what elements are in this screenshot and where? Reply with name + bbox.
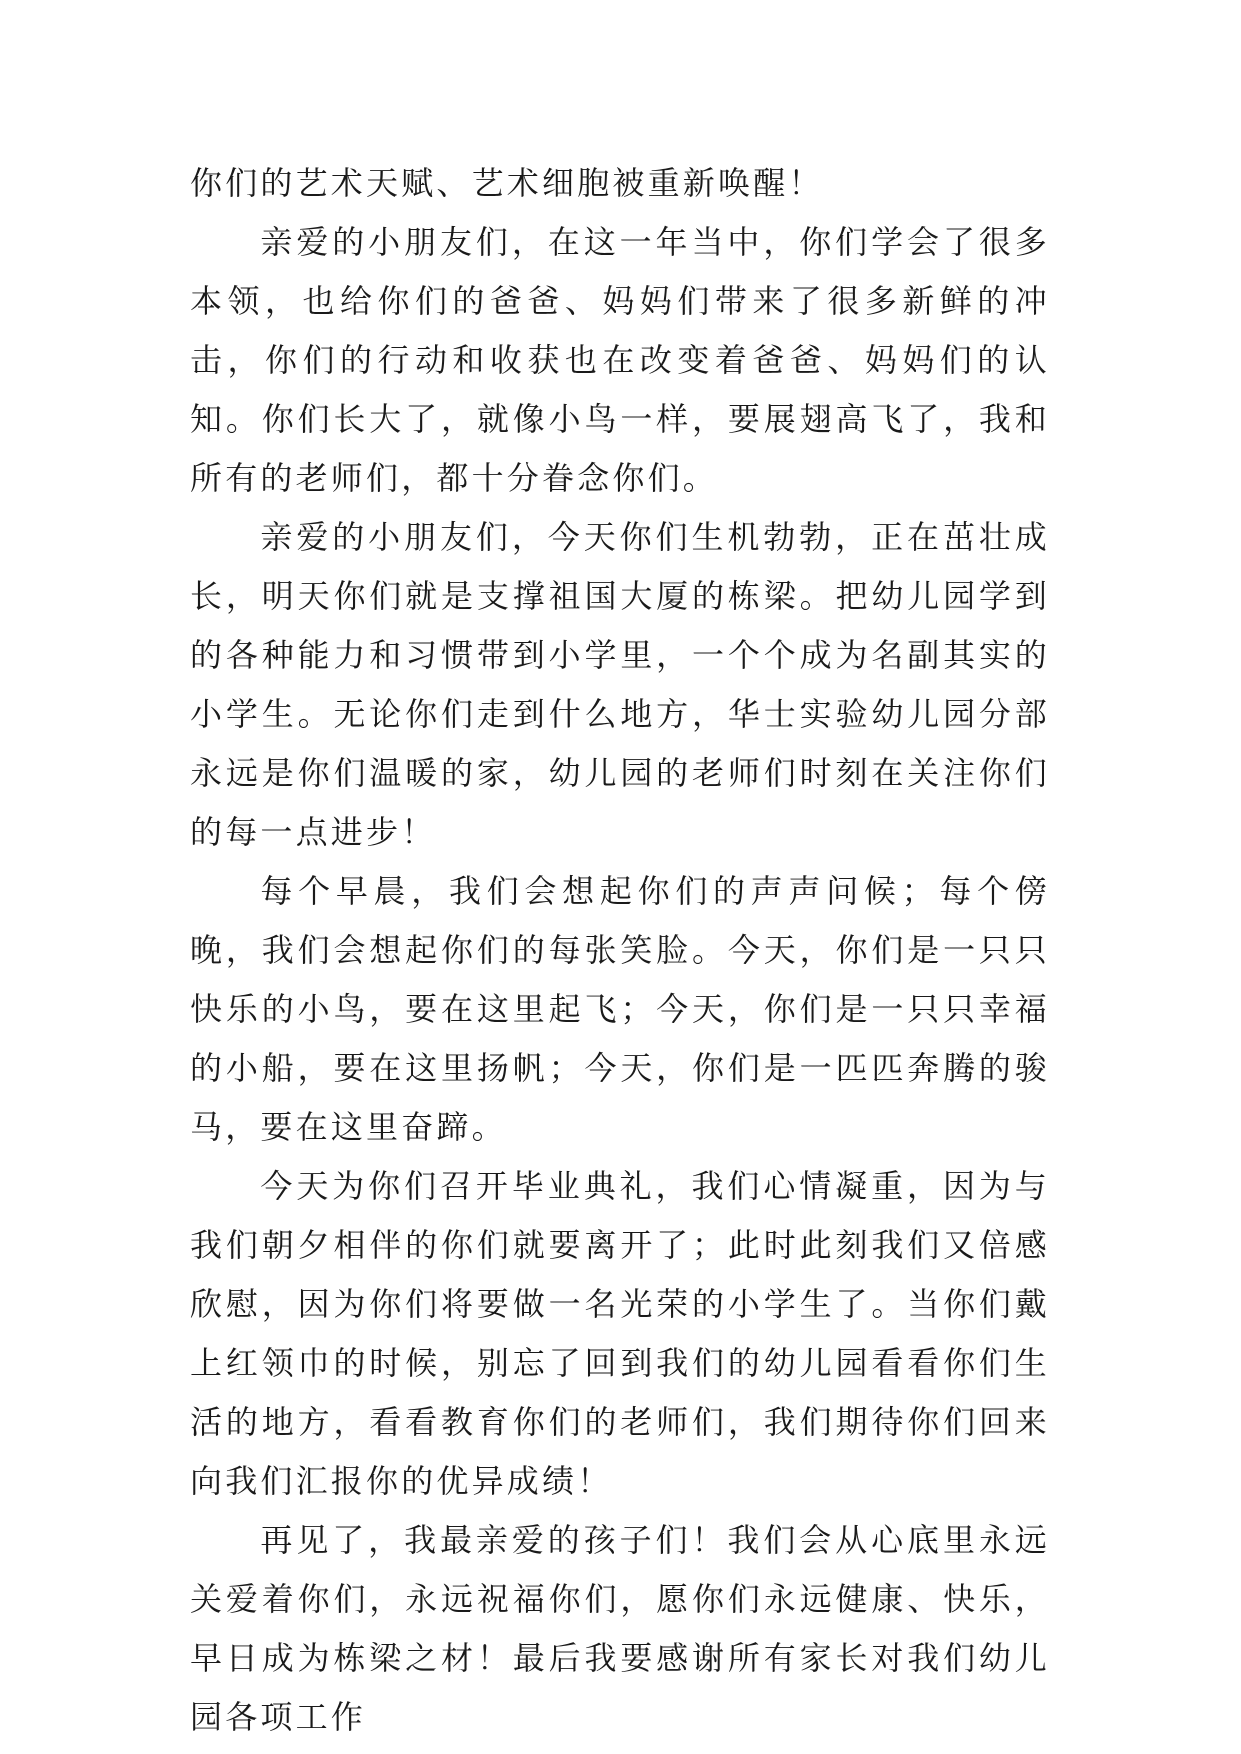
paragraph-3: 亲爱的小朋友们，今天你们生机勃勃，正在茁壮成长，明天你们就是支撑祖国大厦的栋梁。把幼儿园学到的各种能力和习惯带到小学里，一个个成为名副其实的小学生。无论你们走到什么地方，华士实验幼儿园分部永远是你们温暖的家，幼儿园的老师们时刻在关注你们的每一点进步！ xyxy=(190,518,1050,851)
paragraph-2: 亲爱的小朋友们，在这一年当中，你们学会了很多本领，也给你们的爸爸、妈妈们带来了很多新鲜的冲击，你们的行动和收获也在改变着爸爸、妈妈们的认知。你们长大了，就像小鸟一样，要展翅高飞了，我和所有的老师们，都十分眷念你们。 xyxy=(190,223,1050,497)
document-body xyxy=(190,154,1050,1747)
paragraph-6: 再见了，我最亲爱的孩子们！我们会从心底里永远关爱着你们，永远祝福你们，愿你们永远健康、快乐，早日成为栋梁之材！最后我要感谢所有家长对我们幼儿园各项工作 xyxy=(190,1521,1050,1736)
paragraph-1: 你们的艺术天赋、艺术细胞被重新唤醒！ xyxy=(190,164,824,202)
paragraph-4: 每个早晨，我们会想起你们的声声问候；每个傍晚，我们会想起你们的每张笑脸。今天，你们是一只只快乐的小鸟，要在这里起飞；今天，你们是一只只幸福的小船，要在这里扬帆；今天，你们是一匹匹奔腾的骏马，要在这里奋蹄。 xyxy=(190,872,1050,1146)
paragraph-5: 今天为你们召开毕业典礼，我们心情凝重，因为与我们朝夕相伴的你们就要离开了；此时此刻我们又倍感欣慰，因为你们将要做一名光荣的小学生了。当你们戴上红领巾的时候，别忘了回到我们的幼儿园看看你们生活的地方，看看教育你们的老师们，我们期待你们回来向我们汇报你的优异成绩！ xyxy=(190,1167,1050,1500)
